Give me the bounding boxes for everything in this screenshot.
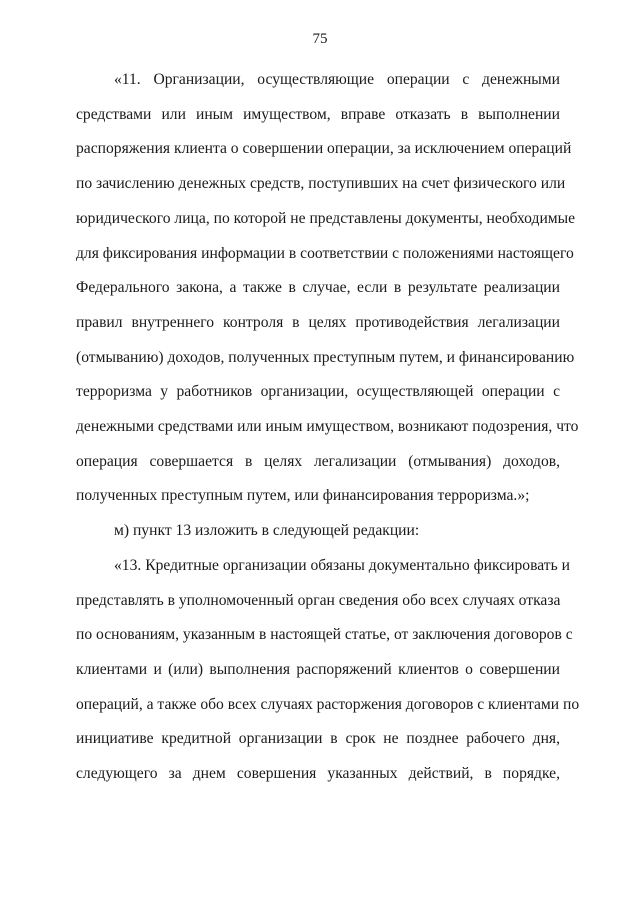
text-line: «11. Организации, осуществляющие операции с денежными [114,71,560,88]
text-line: правил внутреннего контроля в целях противодействия легализации [76,313,560,331]
text-line: клиентами и (или) выполнения распоряжений клиентов о совершении [76,660,560,678]
text-line: для фиксирования информации в соответствии с положениями настоящего [76,244,574,262]
text-line: Федерального закона, а также в случае, если в результате реализации [76,279,560,297]
paragraph-item-m [76,514,560,549]
text-line: «13. Кредитные организации обязаны документально фиксировать и [114,556,570,574]
text-line: операция совершается в целях легализации (отмывания) доходов, [76,452,560,470]
text-line: м) пункт 13 изложить в следующей редакции: [114,522,420,540]
paragraph-clause-13 [76,549,580,792]
text-line: по основаниям, указанным в настоящей статье, от заключения договоров с [76,626,573,644]
text-line: юридического лица, по которой не представлены документы, необходимые [76,209,576,227]
text-line: операций, а также обо всех случаях расторжения договоров с клиентами по [76,695,580,713]
text-line: распоряжения клиента о совершении операции, за исключением операций [76,140,572,158]
text-line: следующего за днем совершения указанных действий, в порядке, [76,765,560,783]
paragraph-clause-11 [76,63,579,514]
text-line: полученных преступным путем, или финансирования терроризма.»; [76,487,530,505]
text-line: инициативе кредитной организации в срок не позднее рабочего дня, [76,730,560,748]
text-line: денежными средствами или иным имуществом, возникают подозрения, что [76,418,579,436]
text-line: (отмыванию) доходов, полученных преступным путем, и финансированию [76,348,575,366]
text-line: по зачислению денежных средств, поступивших на счет физического или [76,175,566,193]
page-number: 75 [312,31,328,47]
text-line: терроризма у работников организации, осуществляющей операции с [76,383,560,401]
text-line: представлять в уполномоченный орган сведения обо всех случаях отказа [76,591,561,609]
document-body [76,63,580,792]
text-line: средствами или иным имуществом, вправе отказать в выполнении [76,105,560,123]
